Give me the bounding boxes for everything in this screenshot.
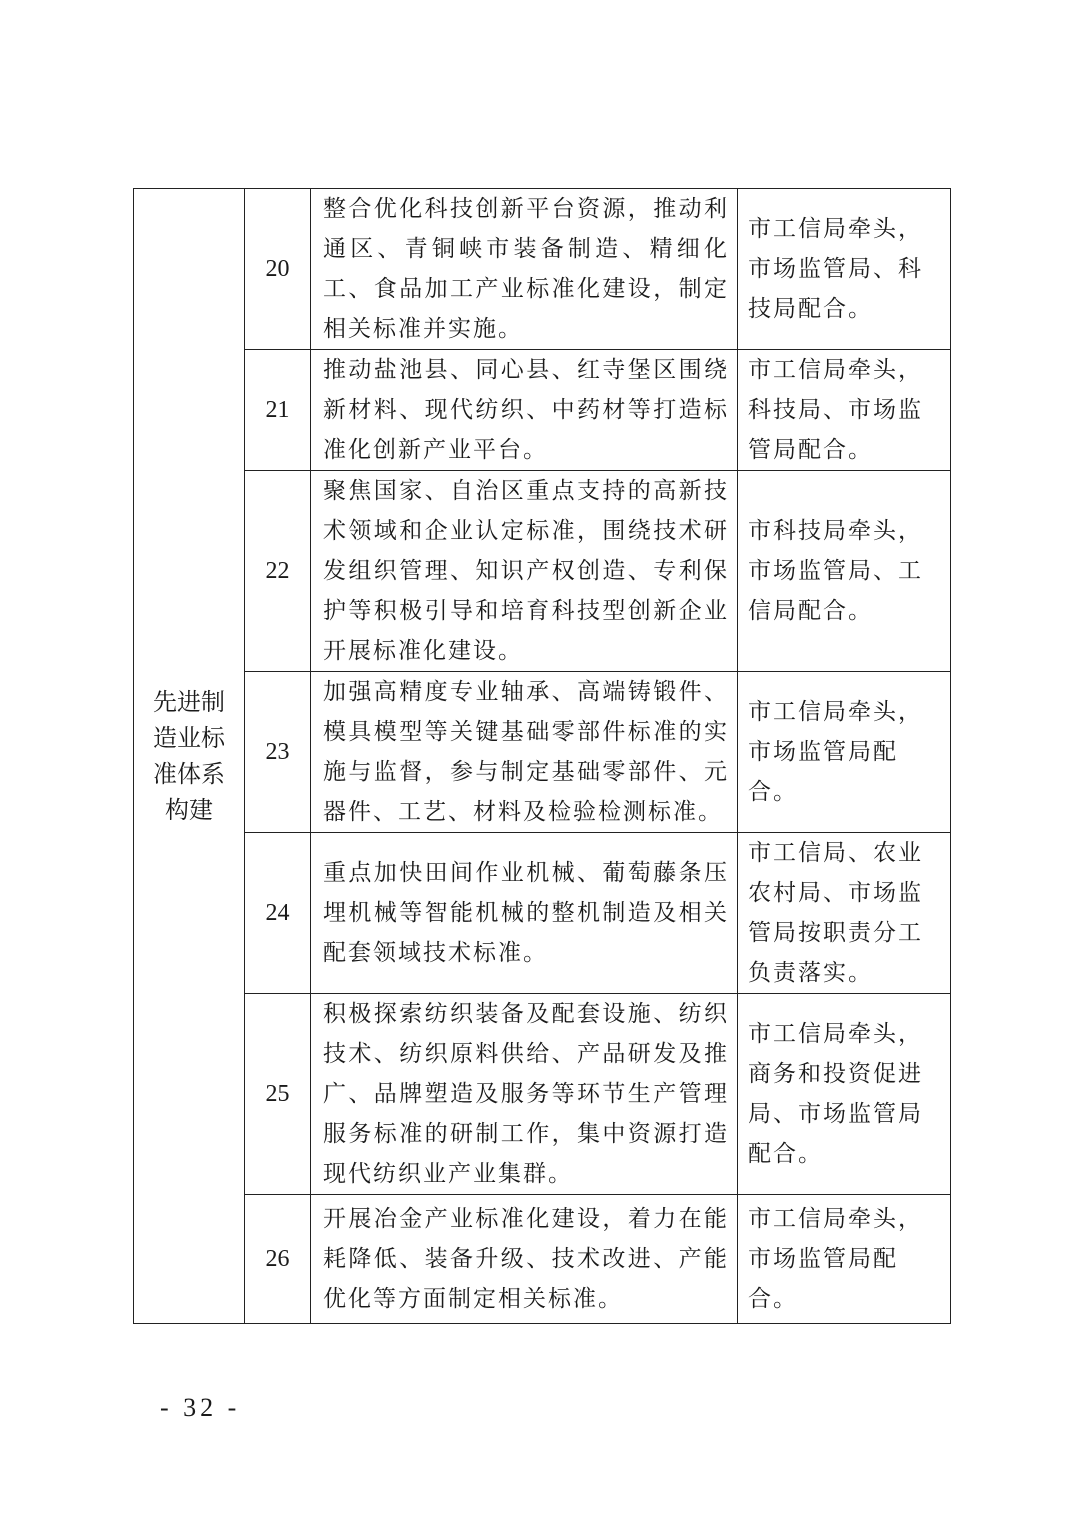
responsible-dept: 市工信局牵头，商务和投资促进局、市场监管局配合。	[738, 994, 951, 1195]
responsible-dept: 市工信局牵头，科技局、市场监管局配合。	[738, 350, 951, 471]
table-row	[134, 1195, 951, 1324]
row-number: 22	[245, 471, 311, 672]
category-cell	[134, 189, 245, 1324]
task-text: 开展冶金产业标准化建设，着力在能耗降低、装备升级、技术改进、产能优化等方面制定相关标准。	[311, 1195, 738, 1324]
table-row	[134, 672, 951, 833]
category-label: 先进制造业标准体系构建	[153, 688, 225, 824]
row-number: 21	[245, 350, 311, 471]
row-number: 26	[245, 1195, 311, 1324]
responsible-dept: 市科技局牵头，市场监管局、工信局配合。	[738, 471, 951, 672]
row-number: 23	[245, 672, 311, 833]
row-number: 24	[245, 833, 311, 994]
table-row	[134, 833, 951, 994]
task-text: 加强高精度专业轴承、高端铸锻件、模具模型等关键基础零部件标准的实施与监督，参与制定基础零部件、元器件、工艺、材料及检验检测标准。	[311, 672, 738, 833]
table-row	[134, 471, 951, 672]
table-row	[134, 350, 951, 471]
task-text: 重点加快田间作业机械、葡萄藤条压埋机械等智能机械的整机制造及相关配套领域技术标准。	[311, 833, 738, 994]
page-number: - 32 -	[160, 1393, 241, 1422]
row-number: 20	[245, 189, 311, 350]
responsible-dept: 市工信局、农业农村局、市场监管局按职责分工负责落实。	[738, 833, 951, 994]
responsible-dept: 市工信局牵头，市场监管局、科技局配合。	[738, 189, 951, 350]
standards-table	[133, 188, 951, 1324]
task-text: 聚焦国家、自治区重点支持的高新技术领域和企业认定标准，围绕技术研发组织管理、知识产权创造、专利保护等积极引导和培育科技型创新企业开展标准化建设。	[311, 471, 738, 672]
responsible-dept: 市工信局牵头，市场监管局配合。	[738, 1195, 951, 1324]
task-text: 整合优化科技创新平台资源，推动利通区、青铜峡市装备制造、精细化工、食品加工产业标准化建设，制定相关标准并实施。	[311, 189, 738, 350]
task-text: 推动盐池县、同心县、红寺堡区围绕新材料、现代纺织、中药材等打造标准化创新产业平台。	[311, 350, 738, 471]
table-row	[134, 189, 951, 350]
task-text: 积极探索纺织装备及配套设施、纺织技术、纺织原料供给、产品研发及推广、品牌塑造及服务等环节生产管理服务标准的研制工作，集中资源打造现代纺织业产业集群。	[311, 994, 738, 1195]
responsible-dept: 市工信局牵头，市场监管局配合。	[738, 672, 951, 833]
row-number: 25	[245, 994, 311, 1195]
table-row	[134, 994, 951, 1195]
